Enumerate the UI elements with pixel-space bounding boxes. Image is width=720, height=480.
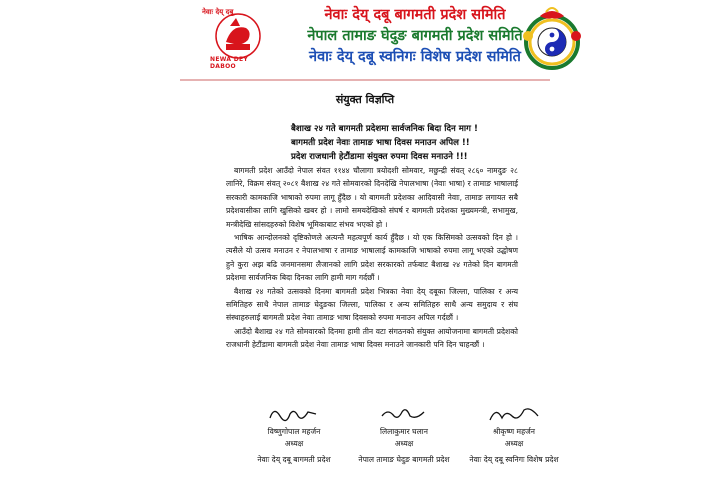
- body-paragraph: आउँदो बैशाख २४ गते सोमवारको दिनमा हामी तीन वटा संगठनको संयुक्त आयोजनामा बागमती प्रदेशको राजधानी हेटौंडामा बागमती प्रदेश नेवाः तामाङ भाषा दिवस मनाउने जानकारी पनि दिन चाहन्छौं ।: [226, 326, 518, 350]
- signatory-3: [444, 404, 584, 466]
- signatory-name: लिलाकुमार घलान: [380, 427, 428, 436]
- signature-2: [374, 404, 434, 424]
- subject-line: बागमती प्रदेश नेवाः तामाङ भाषा दिवस मनाउन अपिल !!: [291, 138, 470, 148]
- subject-line: प्रदेश राजधानी हेटौंडामा संयुक्त रुपमा दिवस मनाउने !!!: [291, 152, 468, 162]
- org-title-2: नेपाल तामाङ घेदुङ बागमती प्रदेश समिति: [307, 28, 523, 44]
- signatory-org: नेवाः देय् दबू बागमती प्रदेश: [257, 455, 331, 464]
- body-paragraph: भाषिक आन्दोलनको दृष्टिकोणले अत्यन्तै महत्वपूर्ण कार्य हुँदैछ । यो एक किसिमको उत्सवको दिन हो । त्यसैले यो उत्सव मनाउन र नेपालभाषा र तामाङ भाषालाई कामकाजि भाषाको रुपमा लागू भएको उद्घोषण हुने कुरा अझ बढि जनमानसमा लैजानको लागि प्रदेश सरकारको तर्फबाट बैशाख २४ गतेको दिन बागमती प्रदेशमा सार्वजनिक बिदा दिनका लागि हामी माग गर्दछौं ।: [226, 233, 518, 283]
- body-paragraph: बागमती प्रदेश आउँदो नेपाल संवत ११४४ चौलागा त्रयोदशी सोमवार, मछुन्द्री संवत् २८६० नामदुङ २८ लानिरे, विक्रम संवत् २०८१ बैशाख २४ गते सोमवारको दिनदेखि नेपालभाषा (नेवाः भाषा) र तामाङ भाषालाई सरकारी कामकाजि भाषाको रुपमा लागू हुँदैछ । यो बागमती प्रदेशका आदिवासी नेवाः, तामाङ लगायत सबै प्रदेशवासीका लागि खुसिको खबर हो । लामो समयदेखिको संघर्ष र बागमती प्रदेशका मुख्यमन्त्री, सभामुख, मन्त्रीदेखि सांसदहरुको विशेष भूमिकाबाट संभव भएको हो ।: [226, 166, 518, 229]
- signatory-role: अध्यक्ष: [504, 439, 524, 448]
- signatory-name: विष्णुगोपाल महर्जन: [267, 427, 321, 436]
- signatory-org: नेवाः देय् दबू स्वनिगः विशेष प्रदेश: [469, 455, 559, 464]
- newa-dey-daboo-logo: [196, 6, 274, 68]
- header-divider: [180, 79, 550, 81]
- logo-left-latin: NEWA DEY DABOO: [210, 56, 249, 70]
- document-title: संयुक्त विज्ञप्ति: [335, 93, 395, 106]
- signatory-org: नेपाल तामाङ घेदुङ बागमती प्रदेश: [358, 455, 450, 464]
- signature-3: [484, 404, 544, 424]
- signatory-role: अध्यक्ष: [394, 439, 414, 448]
- signature-1: [264, 404, 324, 424]
- org-title-3: नेवाः देय् दबू स्वनिगः विशेष प्रदेश समिति: [309, 49, 521, 65]
- org-title-1: नेवाः देय् दबू बागमती प्रदेश समिति: [324, 7, 506, 23]
- tamang-ghedung-logo: [520, 6, 584, 72]
- statement-body: [226, 164, 518, 352]
- signatory-name: श्रीकृष्ण महर्जन: [493, 427, 535, 436]
- subject-block: [291, 122, 478, 164]
- body-paragraph: बैशाख २४ गतेको उत्सवको दिनमा बागमती प्रदेश भित्रका नेवाः देय् दबूका जिल्ला, पालिका र अन्य समितिहरु साथै नेपाल तामाङ घेदुङका जिल्ला, पालिका र अन्य समितिहरु साथै अन्य समुदाय र संघ संस्थाहरुलाई बागमती प्रदेश नेवाः तामाङ भाषा दिवसको रुपमा मनाउन अपिल गर्दछौं ।: [226, 286, 518, 323]
- logo-left-devanagari: नेवाः देय् दबू: [202, 8, 234, 16]
- subject-line: बैशाख २४ गते बागमती प्रदेशमा सार्वजनिक बिदा दिन माग !: [291, 124, 478, 134]
- signatory-role: अध्यक्ष: [284, 439, 304, 448]
